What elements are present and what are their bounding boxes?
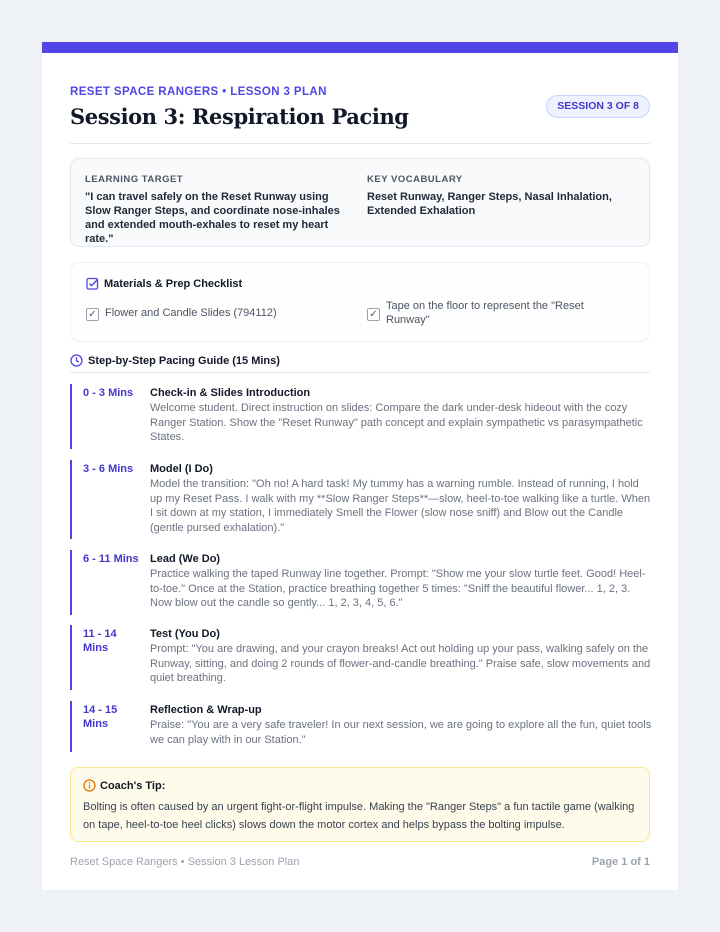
guide-divider <box>70 372 650 373</box>
learning-target-label: LEARNING TARGET <box>85 174 184 185</box>
clock-icon <box>70 354 83 370</box>
coach-tip-title: Coach's Tip: <box>100 780 166 792</box>
materials-heading <box>86 277 242 293</box>
learning-target-card <box>70 158 650 247</box>
series-kicker: RESET SPACE RANGERS • LESSON 3 PLAN <box>70 86 327 98</box>
step-description: Model the transition: "Oh no! A hard task! My tummy has a warning rumble. Instead of running, I hold up my Reset Pass. I walk with my **Slow Ranger Steps**—slow, heel-to-toe walking like a turtle. When I sit down at my station, I immediately Smell the Flower (slow nose sniff) and Blow out the Candle (gentle pursed exhalation)." <box>150 478 651 534</box>
step-item <box>70 550 650 615</box>
learning-target-text: "I can travel safely on the Reset Runway using Slow Ranger Steps, and coordinate nose-inhales and extended mouth-exhales to reset my heart rate." <box>85 191 340 245</box>
coach-tip-text: Bolting is often caused by an urgent fight-or-flight impulse. Making the "Ranger Steps" a fun tactile game (walking on tape, heel-to-toe heel clicks) slows down the motor cortex and helps bypass the bolting impulse. <box>83 801 635 831</box>
pacing-guide-heading <box>70 354 280 370</box>
session-badge: SESSION 3 OF 8 <box>546 95 650 118</box>
step-heading: Lead (We Do) <box>150 553 221 565</box>
vocabulary-label: KEY VOCABULARY <box>367 174 463 185</box>
step-time: 3 - 6 Mins <box>83 463 134 475</box>
materials-checkbox-2[interactable]: ✓ <box>367 308 380 321</box>
vocabulary-column <box>367 174 637 218</box>
step-item <box>70 625 650 690</box>
header-divider <box>70 143 650 144</box>
coach-tip-card <box>70 767 650 842</box>
materials-checkbox-1[interactable]: ✓ <box>86 308 99 321</box>
pacing-guide-title: Step-by-Step Pacing Guide (15 Mins) <box>88 355 280 367</box>
checklist-icon <box>86 277 99 293</box>
step-item <box>70 460 650 539</box>
step-time: 14 - 15 Mins <box>83 704 118 730</box>
step-item <box>70 384 650 449</box>
materials-card <box>70 262 650 342</box>
materials-item-2: Tape on the floor to represent the "Reset Runway" <box>386 300 584 326</box>
lesson-plan-page <box>42 42 678 890</box>
step-time: 6 - 11 Mins <box>83 553 139 565</box>
materials-title: Materials & Prep Checklist <box>104 278 243 290</box>
materials-item-1: Flower and Candle Slides (794112) <box>105 307 277 319</box>
step-heading: Model (I Do) <box>150 463 213 475</box>
vocabulary-text: Reset Runway, Ranger Steps, Nasal Inhalation, Extended Exhalation <box>367 191 612 217</box>
step-item <box>70 701 650 752</box>
step-heading: Reflection & Wrap-up <box>150 704 262 716</box>
step-description: Welcome student. Direct instruction on slides: Compare the dark under-desk hideout with the cozy Ranger Station. Show the "Reset Runway" path concept and explain sympathetic vs parasympathetic States. <box>150 402 643 443</box>
footer-document-title: Reset Space Rangers • Session 3 Lesson Plan <box>70 856 300 868</box>
step-time: 0 - 3 Mins <box>83 387 134 399</box>
step-description: Praise: "You are a very safe traveler! In our next session, we are going to explore all the fun, quiet tools we can play with in our Station." <box>150 719 652 746</box>
step-heading: Check-in & Slides Introduction <box>150 387 311 399</box>
page-title: Session 3: Respiration Pacing <box>70 104 409 129</box>
coach-tip-heading <box>83 779 165 795</box>
step-heading: Test (You Do) <box>150 628 220 640</box>
step-time: 11 - 14 Mins <box>83 628 117 654</box>
accent-top-bar <box>42 42 678 53</box>
learning-target-column <box>85 174 357 246</box>
footer-page-number: Page 1 of 1 <box>591 856 650 868</box>
step-description: Practice walking the taped Runway line together. Prompt: "Show me your slow turtle feet. Good! Heel-to-toe." Once at the Station, practice breathing together 5 times: "Sniff the beautiful flower... 1, 2, 3. Now blow out the candle so gently... 1, 2, 3, 4, 5, 6." <box>150 568 646 609</box>
info-icon <box>83 779 96 795</box>
step-description: Prompt: "You are drawing, and your crayon breaks! Act out holding up your pass, walking safely on the Runway, sitting, and doing 2 rounds of flower-and-candle breathing." Praise safe, slow movements and quiet breathing. <box>150 643 651 684</box>
